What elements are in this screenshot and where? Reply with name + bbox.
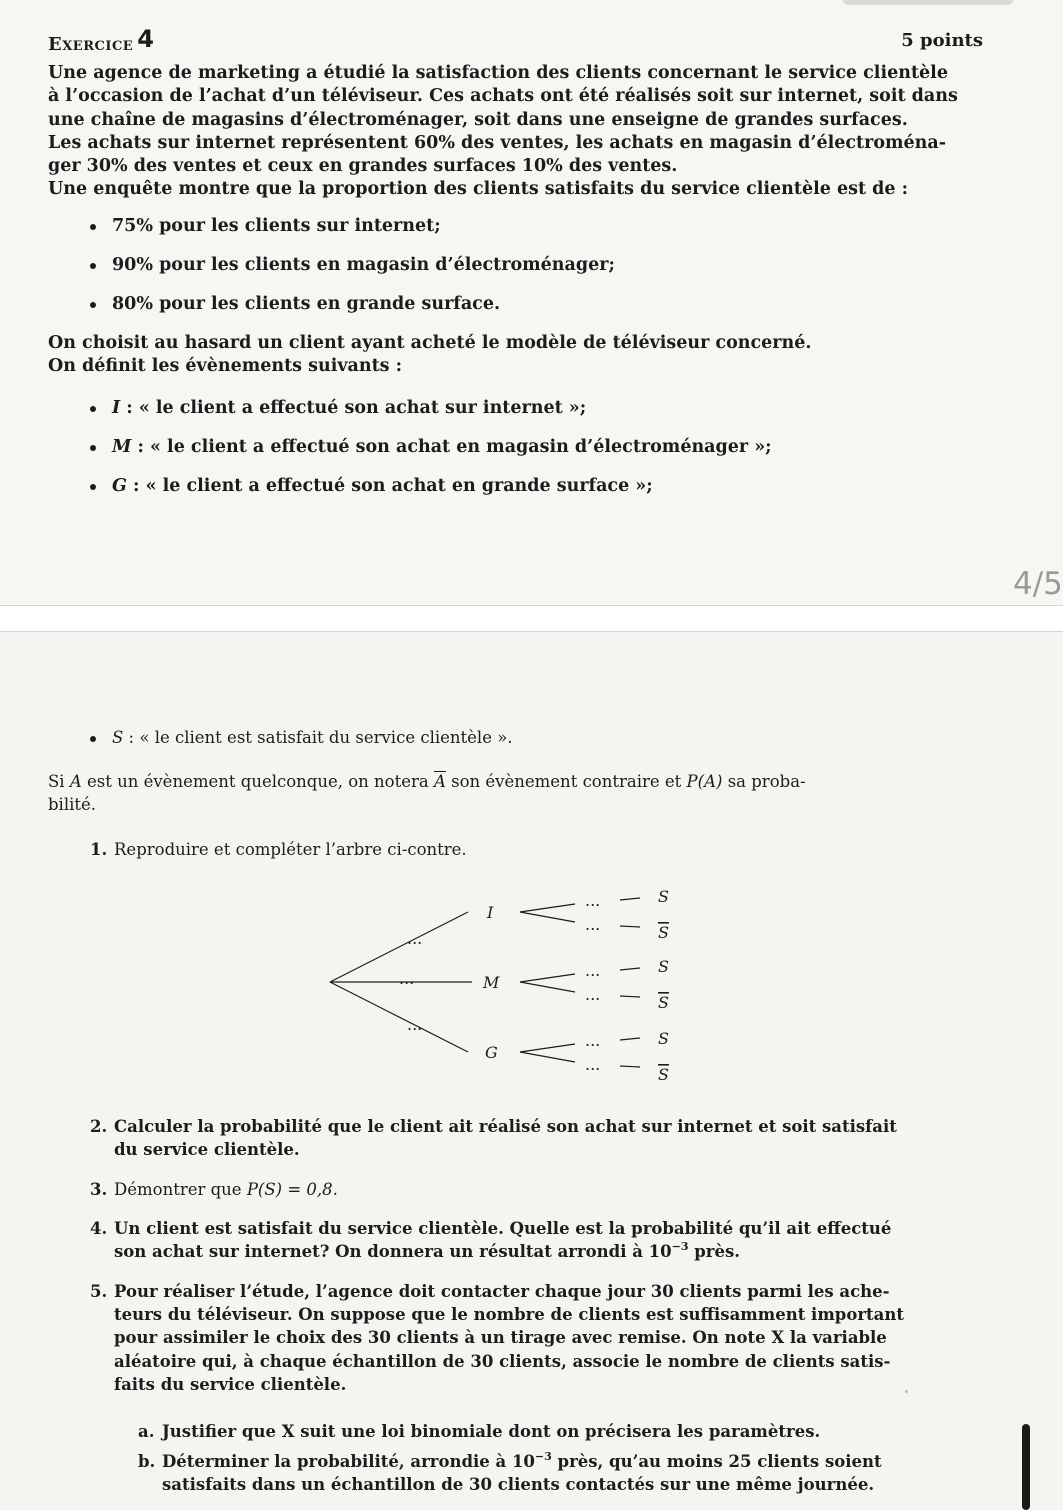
event-item (90, 398, 772, 437)
exponent: −3 (534, 1449, 552, 1463)
question-text: Un client est satisfait du service clientèle. Quelle est la probabilité qu’il ait effectué (114, 1219, 892, 1238)
notation-prob: P(A) (686, 772, 723, 791)
question-1 (90, 838, 467, 861)
exercise-title-text: Exercice (48, 34, 134, 55)
page-counter: 4/5 (1013, 566, 1063, 602)
intro-line: ger 30% des ventes et ceux en grandes surfaces 10% des ventes. (48, 156, 678, 177)
branch-M-Sbar (520, 982, 575, 992)
choice-paragraph (48, 332, 988, 379)
notation-complement: $\overline{A}$ (433, 772, 446, 791)
intro-line: à l’occasion de l’achat d’un téléviseur. Ces achats ont été réalisés soit sur internet, soit dans (48, 86, 958, 107)
event-text: : « le client est satisfait du service clientèle ». (123, 728, 513, 747)
intro-line: Une enquête montre que la proportion des clients satisfaits du service clientèle est de : (48, 179, 909, 200)
intro-line: une chaîne de magasins d’électroménager, soit dans une enseigne de grandes surfaces. (48, 109, 908, 130)
question-3 (90, 1178, 338, 1201)
question-text: faits du service clientèle. (114, 1374, 347, 1394)
event-item (90, 728, 513, 747)
scrollbar-thumb[interactable] (1022, 1424, 1030, 1510)
notation-paragraph (48, 770, 806, 816)
question-2 (90, 1115, 897, 1161)
tree-prob-G: ... (407, 1015, 423, 1034)
list-item: 75% pour les clients sur internet; (90, 216, 615, 255)
question-text: pour assimiler le choix des 30 clients à un tirage avec remise. On note X la variable (114, 1328, 887, 1348)
question-text: Pour réaliser l’étude, l’agence doit contacter chaque jour 30 clients parmi les ache- (114, 1282, 890, 1301)
notation-text: Si (48, 772, 70, 791)
branch-G-S (520, 1044, 575, 1052)
question-text: du service clientèle. (114, 1140, 300, 1160)
events-list-continued (90, 728, 513, 747)
branch-G-S-tail (620, 1038, 640, 1040)
branch-I-S (520, 904, 575, 912)
question-5a (138, 1420, 820, 1443)
branch-M-S-tail (620, 968, 640, 970)
question-number: 4. (90, 1219, 108, 1238)
question-text: près, qu’au moins 25 clients soient (551, 1452, 882, 1471)
exercise-points: 5 points (901, 30, 983, 51)
question-5b (138, 1450, 882, 1496)
choice-line: On définit les évènements suivants : (48, 356, 403, 377)
question-text: satisfaits dans un échantillon de 30 clients contactés sur une même journée. (162, 1475, 875, 1495)
question-text: Démontrer que (114, 1180, 247, 1199)
question-4 (90, 1217, 891, 1263)
tree-prob-M: ... (399, 969, 415, 988)
event-text: : « le client a effectué son achat en grande surface »; (126, 476, 653, 496)
event-letter: S (112, 728, 124, 747)
tree-node-M: M (483, 973, 500, 992)
event-letter: G (112, 476, 127, 496)
page-separator (0, 605, 1063, 632)
question-text: teurs du téléviseur. On suppose que le nombre de clients est suffisamment important (114, 1305, 904, 1325)
tree-node-G: G (485, 1043, 498, 1062)
branch-I-Sbar (520, 912, 575, 922)
exercise-title (48, 25, 155, 56)
intro-line: Une agence de marketing a étudié la satisfaction des clients concernant le service clientèle (48, 63, 948, 83)
question-formula: P(S) = 0,8. (246, 1180, 338, 1199)
intro-paragraph (48, 62, 988, 202)
subquestion-letter: a. (138, 1422, 155, 1441)
exponent: −3 (671, 1239, 689, 1253)
notation-text: sa proba- (722, 772, 806, 791)
event-item (90, 476, 772, 515)
probability-tree (315, 880, 715, 1090)
event-text: : « le client a effectué son achat sur internet »; (120, 398, 587, 418)
event-item (90, 437, 772, 476)
notation-text: son évènement contraire et (445, 772, 687, 791)
notation-text: est un évènement quelconque, on notera (81, 772, 434, 791)
tree-prob-I-S: ... (585, 891, 601, 910)
list-item: 80% pour les clients en grande surface. (90, 294, 615, 333)
question-number: 1. (90, 840, 108, 859)
tree-prob-M-S: ... (585, 961, 601, 980)
tree-leaf-Sbar: S (658, 1065, 669, 1084)
question-text: près. (688, 1242, 741, 1262)
tree-leaf-Sbar: S (658, 993, 669, 1012)
question-text: Justifier que X suit une loi binomiale dont on précisera les paramètres. (162, 1422, 821, 1441)
tree-prob-G-S: ... (585, 1031, 601, 1050)
satisfaction-list (90, 216, 615, 333)
tree-prob-I-Sbar: ... (585, 915, 601, 934)
exercise-number: 4 (137, 25, 155, 53)
tree-leaf-S: S (658, 1029, 669, 1048)
question-text: Reproduire et compléter l’arbre ci-contre. (114, 840, 467, 859)
event-letter: M (112, 437, 132, 457)
tree-leaf-S: S (658, 957, 669, 976)
tree-prob-I: ... (407, 929, 423, 948)
tree-leaf-Sbar: S (658, 923, 669, 942)
branch-I-S-tail (620, 898, 640, 900)
tree-node-I: I (487, 903, 494, 922)
question-5 (90, 1280, 904, 1396)
branch-M-S (520, 974, 575, 982)
branch-I-Sbar-tail (620, 926, 640, 927)
branch-root-G (330, 982, 468, 1052)
notation-var: A (69, 772, 82, 791)
tree-leaf-S: S (658, 887, 669, 906)
question-text: aléatoire qui, à chaque échantillon de 30 clients, associe le nombre de clients satis- (114, 1351, 891, 1371)
list-item: 90% pour les clients en magasin d’électroménager; (90, 255, 615, 294)
scan-speck (905, 1390, 908, 1393)
branch-G-Sbar-tail (620, 1066, 640, 1067)
tree-prob-M-Sbar: ... (585, 985, 601, 1004)
tree-prob-G-Sbar: ... (585, 1055, 601, 1074)
event-letter: I (112, 398, 121, 418)
question-number: 3. (90, 1180, 108, 1199)
question-number: 2. (90, 1117, 108, 1136)
choice-line: On choisit au hasard un client ayant acheté le modèle de téléviseur concerné. (48, 333, 812, 353)
intro-line: Les achats sur internet représentent 60% des ventes, les achats en magasin d’électroména- (48, 132, 947, 153)
branch-M-Sbar-tail (620, 996, 640, 997)
notation-text: bilité. (48, 795, 97, 815)
event-text: : « le client a effectué son achat en magasin d’électroménager »; (131, 437, 772, 457)
question-text: Déterminer la probabilité, arrondie à 10 (162, 1452, 535, 1471)
branch-G-Sbar (520, 1052, 575, 1062)
question-text: son achat sur internet? On donnera un résultat arrondi à 10 (114, 1242, 672, 1262)
question-number: 5. (90, 1282, 108, 1301)
question-text: Calculer la probabilité que le client ait réalisé son achat sur internet et soit satisfait (114, 1117, 897, 1136)
events-list (90, 398, 772, 515)
subquestion-letter: b. (138, 1452, 156, 1471)
